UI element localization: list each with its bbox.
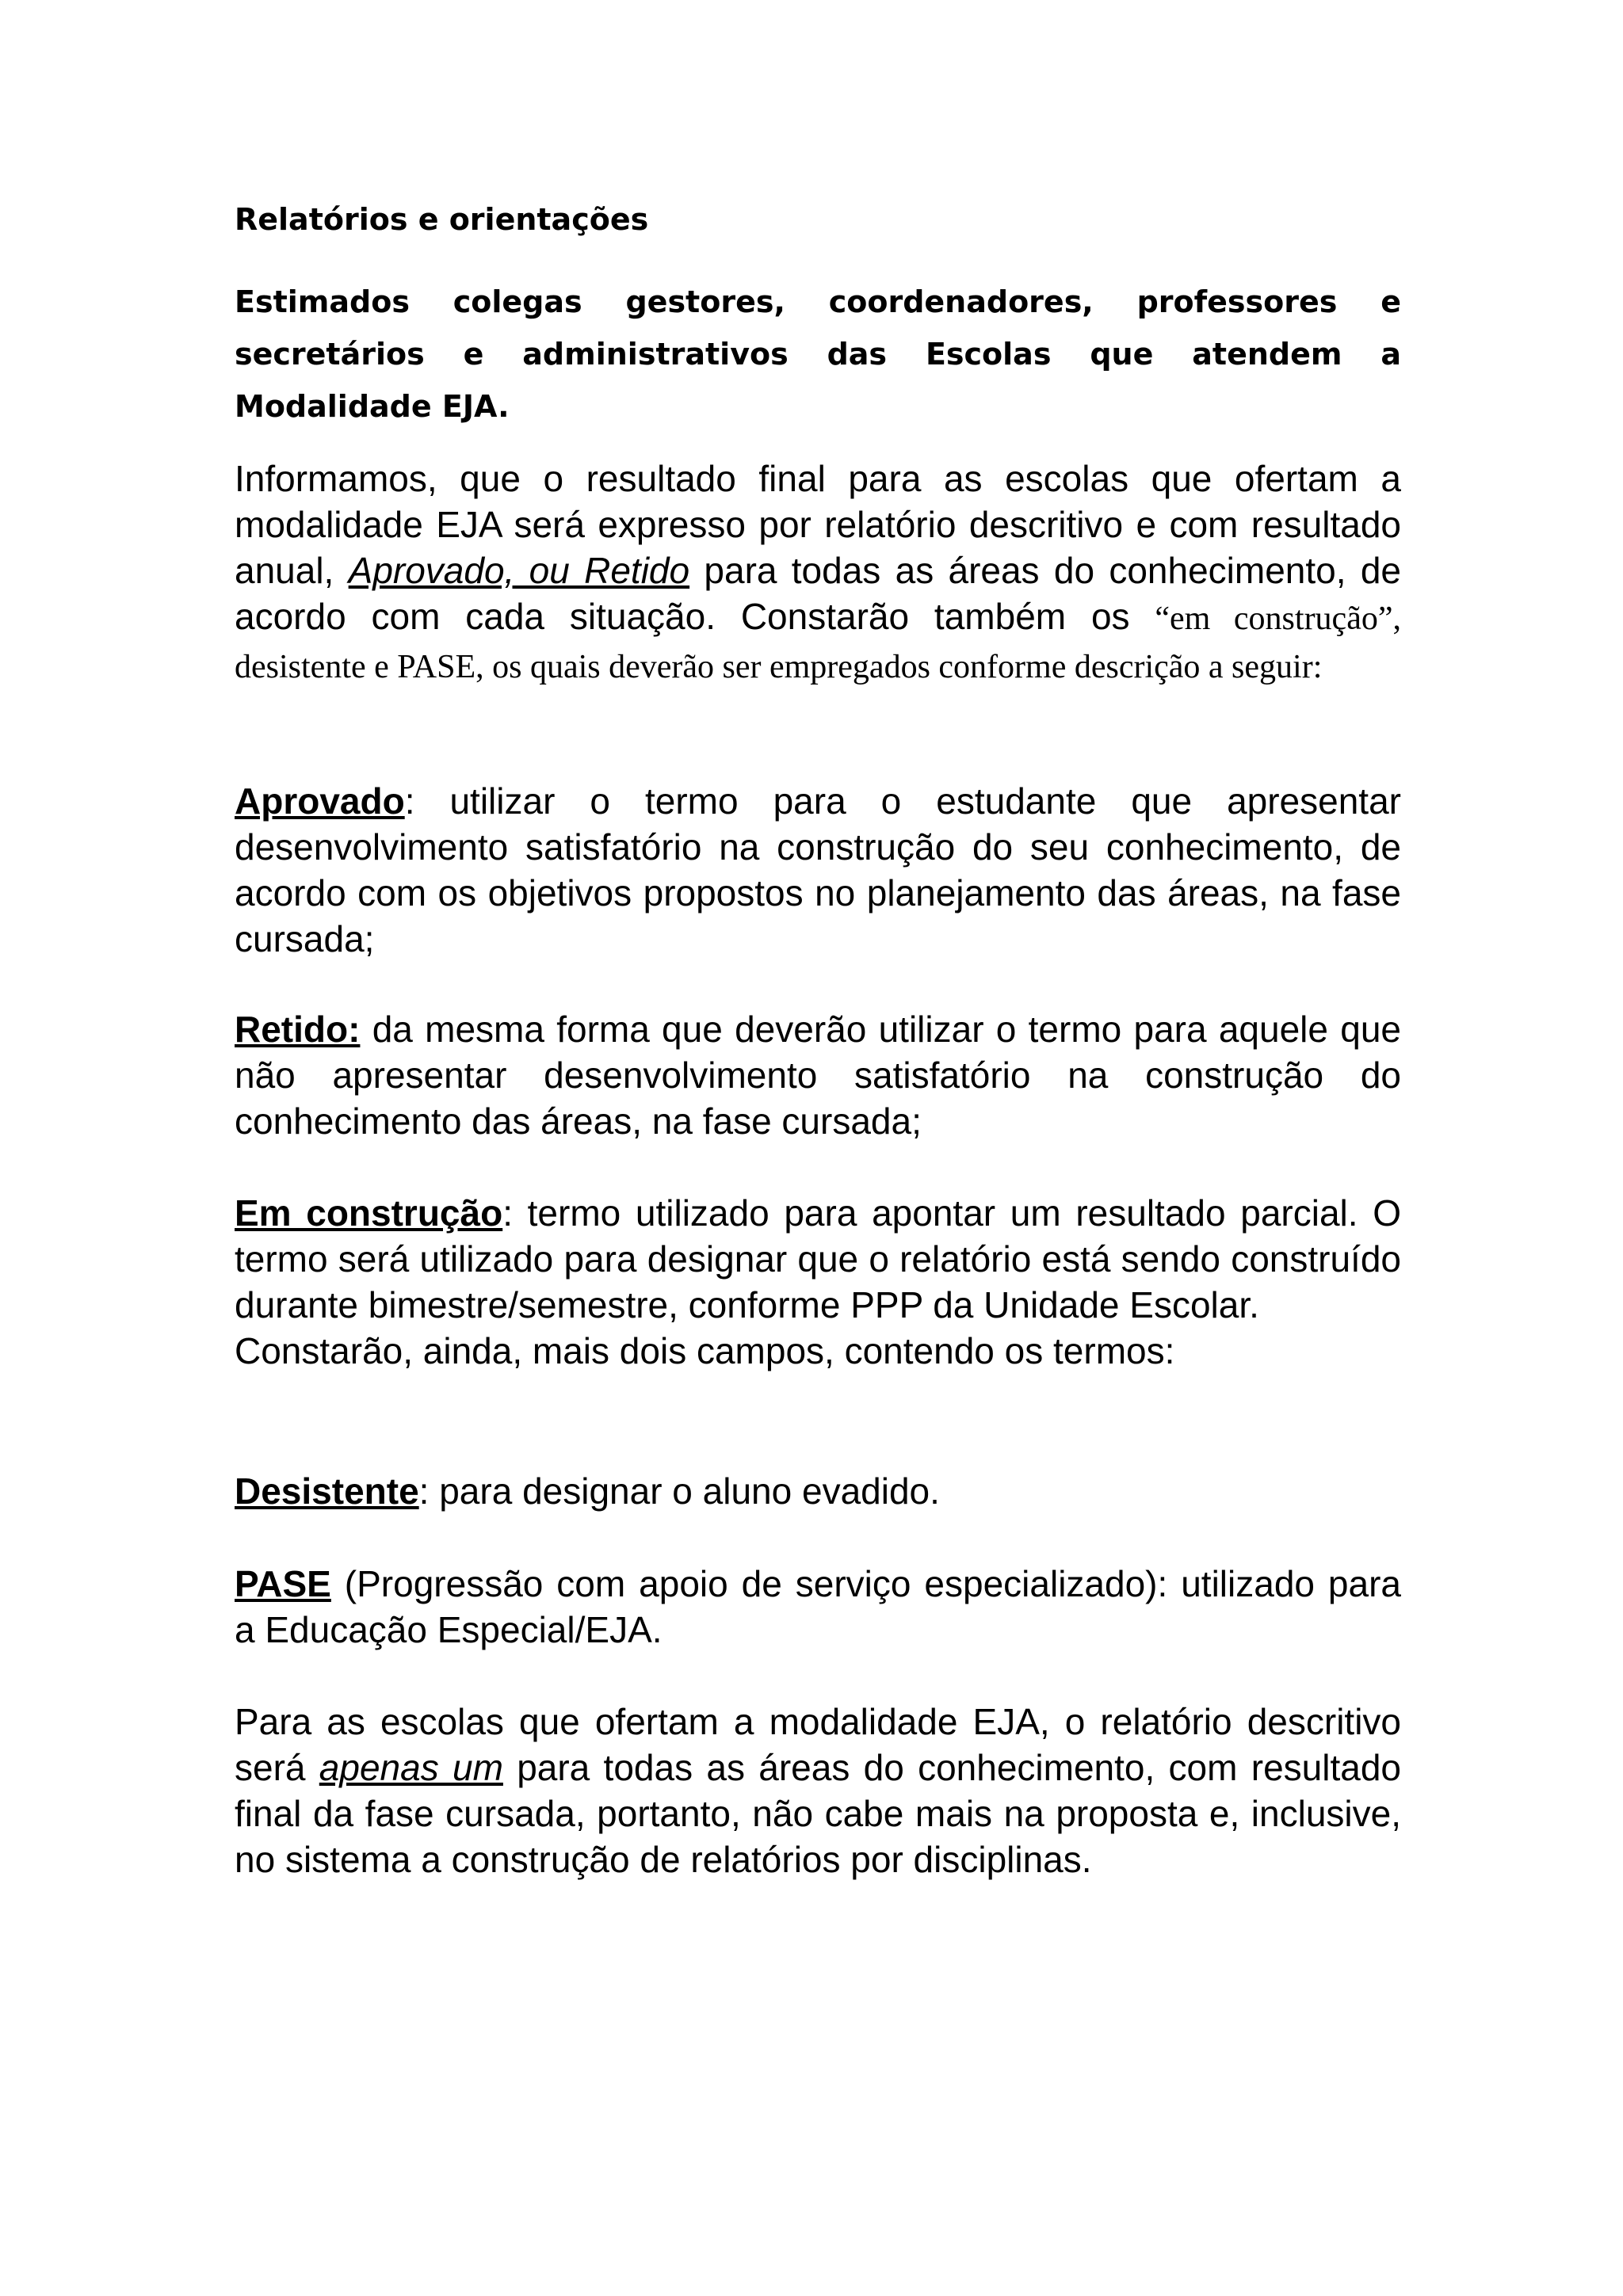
final-text-end: para todas as áreas do conhecimento, com resultado final da fase cursada, portanto, não cabe mais na proposta e, inclusive, no sistema a construção de relatórios por disciplinas. bbox=[235, 1747, 1401, 1880]
em-construcao-description: : termo utilizado para apontar um resultado parcial. O termo será utilizado para designar que o relatório está sendo construído durante bimestre/semestre, conforme PPP da Unidade Escolar. bbox=[235, 1192, 1401, 1325]
aprovado-term: Aprovado bbox=[235, 780, 405, 822]
greeting-paragraph: Estimados colegas gestores, coordenadores, professores e secretários e administrativos das Escolas que atendem a Modalidade EJA. bbox=[235, 284, 1401, 424]
em-construcao-term: Em construção bbox=[235, 1192, 503, 1234]
document-title: Relatórios e orientações bbox=[235, 202, 649, 237]
intro-text-middle: para todas as áreas do conhecimento, de acordo com cada situação. Constarão também os bbox=[235, 550, 1401, 637]
intro-paragraph bbox=[235, 456, 1401, 690]
aprovado-description: : utilizar o termo para o estudante que apresentar desenvolvimento satisfatório na construção do seu conhecimento, de acordo com os objetivos propostos no planejamento das áreas, na fase cursada; bbox=[235, 780, 1401, 959]
em-construcao-main bbox=[235, 1192, 1401, 1325]
intro-emphasis: Aprovado, ou Retido bbox=[348, 550, 690, 591]
final-paragraph bbox=[235, 1699, 1401, 1882]
desistente-term: Desistente bbox=[235, 1470, 419, 1512]
retido-term: Retido: bbox=[235, 1009, 361, 1050]
em-construcao-extra-line: Constarão, ainda, mais dois campos, contendo os termos: bbox=[235, 1330, 1175, 1371]
intro-text-start: Informamos, que o resultado final para as escolas que ofertam a modalidade EJA será expresso por relatório descritivo e com resultado anual, bbox=[235, 458, 1401, 591]
retido-paragraph bbox=[235, 1006, 1401, 1144]
final-emphasis: apenas um bbox=[319, 1747, 503, 1788]
desistente-paragraph bbox=[235, 1468, 1401, 1514]
retido-description: da mesma forma que deverão utilizar o termo para aquele que não apresentar desenvolvimento satisfatório na construção do conhecimento das áreas, na fase cursada; bbox=[235, 1009, 1401, 1142]
final-text-start: Para as escolas que ofertam a modalidade EJA, o relatório descritivo será bbox=[235, 1701, 1401, 1788]
pase-description: (Progressão com apoio de serviço especializado): utilizado para a Educação Especial/EJA. bbox=[235, 1563, 1401, 1650]
em-construcao-paragraph bbox=[235, 1190, 1401, 1374]
desistente-description: : para designar o aluno evadido. bbox=[418, 1470, 940, 1512]
intro-text-end: “em construção”, desistente e PASE, os quais deverão ser empregados conforme descrição a seguir: bbox=[235, 601, 1401, 685]
aprovado-paragraph bbox=[235, 778, 1401, 962]
pase-paragraph bbox=[235, 1561, 1401, 1653]
pase-term: PASE bbox=[235, 1563, 331, 1604]
